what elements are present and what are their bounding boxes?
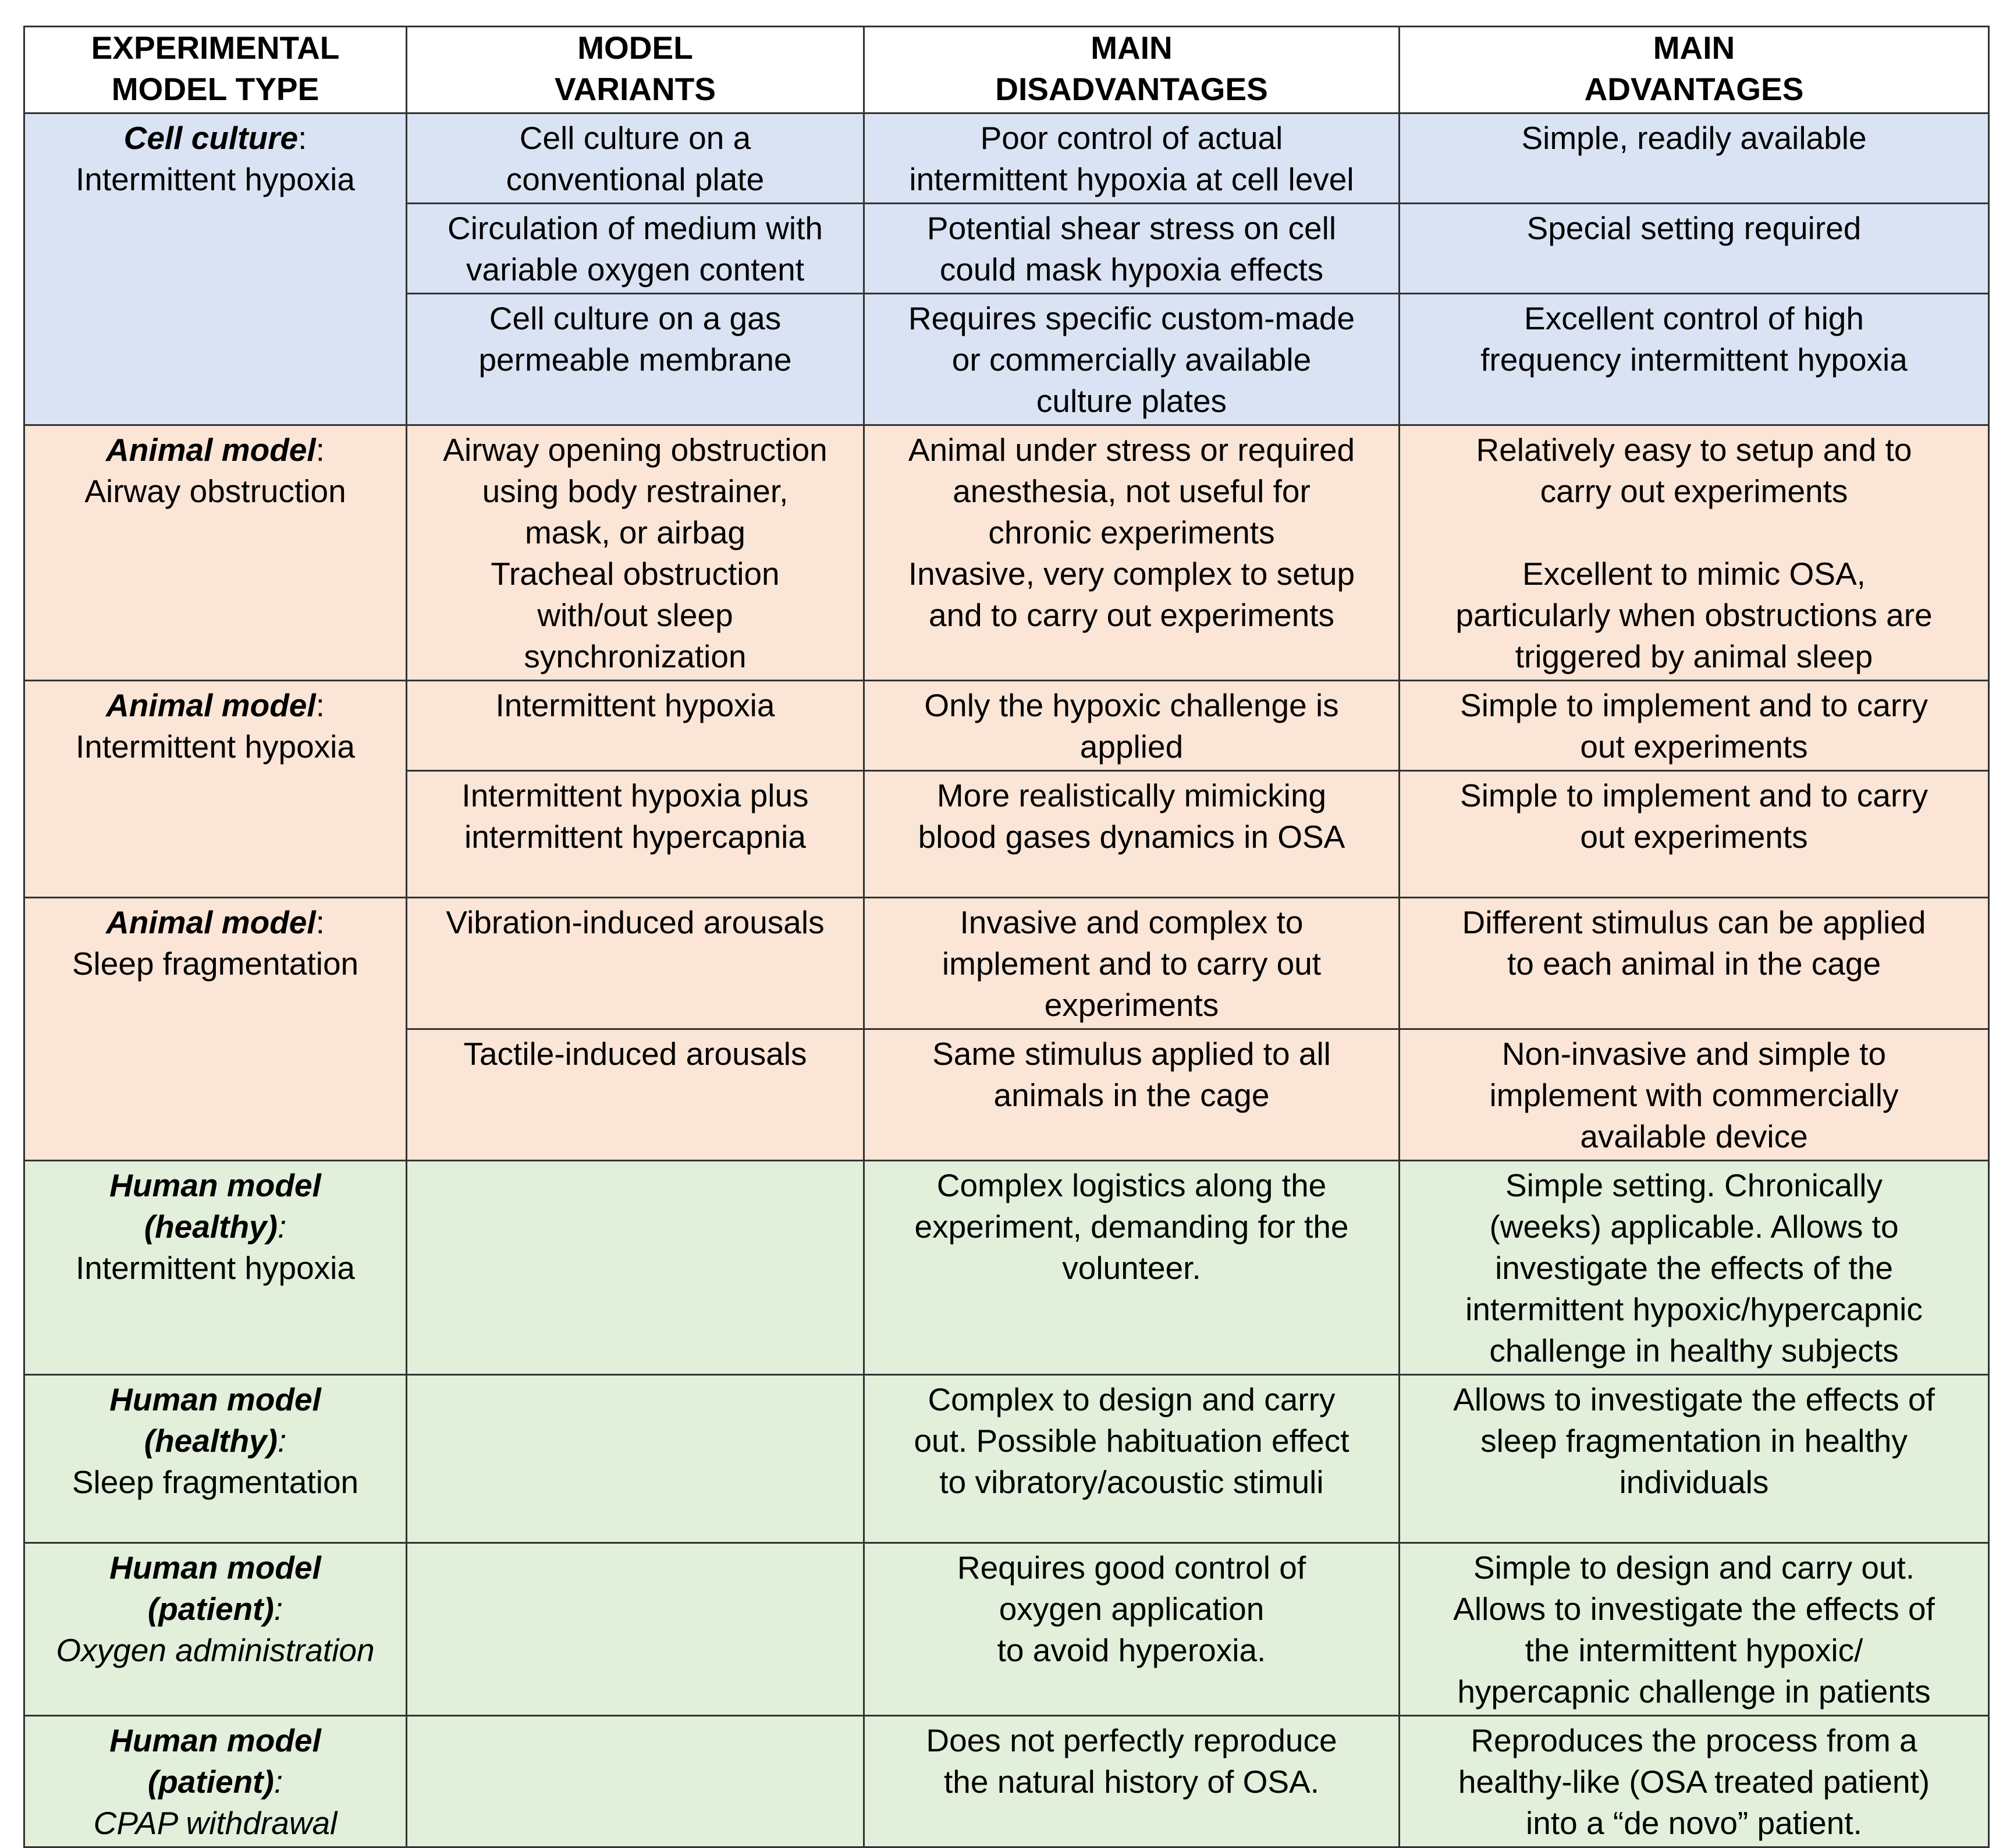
model-category: Human model — [109, 1722, 321, 1758]
cell-line: implement and to carry out — [942, 946, 1322, 982]
header-line: MAIN — [1091, 30, 1173, 66]
cell-line: Different stimulus can be applied — [1462, 904, 1926, 940]
header-line: VARIANTS — [554, 71, 716, 107]
model-type-line — [31, 118, 400, 159]
model-type-cell — [24, 1716, 407, 1847]
cell-line: conventional plate — [506, 161, 765, 197]
model-type-cell — [24, 113, 407, 425]
table-container — [23, 26, 1990, 1848]
cell-line: experiments — [1044, 987, 1219, 1023]
cell-line: intermittent hypoxia at cell level — [909, 161, 1354, 197]
model-category: Human model — [109, 1167, 321, 1203]
cell-line: Same stimulus applied to all — [932, 1036, 1331, 1072]
disadvantages-cell — [864, 1716, 1400, 1847]
cell-line: Animal under stress or required — [908, 432, 1355, 468]
cell-line: mask, or airbag — [524, 514, 746, 550]
cell-line: variable oxygen content — [466, 251, 804, 287]
model-subject: (healthy) — [144, 1209, 278, 1245]
cell-line: intermittent hypercapnia — [464, 819, 806, 855]
cell-line: Excellent to mimic OSA, — [1522, 556, 1866, 592]
disadvantages-cell — [864, 1161, 1400, 1375]
cell-line: Vibration-induced arousals — [446, 904, 825, 940]
cell-line: Allows to investigate the effects of — [1453, 1381, 1935, 1417]
model-category: Animal model — [106, 904, 316, 940]
cell-line: Simple to design and carry out. — [1473, 1550, 1915, 1586]
model-punct: : — [277, 1209, 287, 1245]
model-punct: : — [274, 1591, 283, 1627]
model-type-name: CPAP withdrawal — [93, 1805, 338, 1841]
cell-line: Intermittent hypoxia — [495, 687, 775, 723]
model-variant-cell — [407, 1716, 864, 1847]
cell-line: Complex to design and carry — [928, 1381, 1336, 1417]
cell-line: permeable membrane — [478, 342, 792, 378]
cell-line: to each animal in the cage — [1507, 946, 1881, 982]
header-main-advantages — [1400, 27, 1989, 113]
advantages-cell — [1400, 1543, 1989, 1716]
disadvantages-cell — [864, 113, 1400, 204]
model-category: Human model — [109, 1550, 321, 1586]
model-variant-cell — [407, 204, 864, 294]
cell-line: Invasive, very complex to setup — [908, 556, 1355, 592]
cell-line: Does not perfectly reproduce — [926, 1722, 1337, 1758]
cell-line: sleep fragmentation in healthy — [1480, 1423, 1908, 1459]
model-category: Human model — [109, 1381, 321, 1417]
cell-line: to vibratory/acoustic stimuli — [939, 1464, 1324, 1500]
cell-line: Poor control of actual — [980, 120, 1283, 156]
advantages-cell — [1400, 681, 1989, 771]
header-line: MAIN — [1653, 30, 1735, 66]
cell-line: blood gases dynamics in OSA — [918, 819, 1345, 855]
model-type-line — [31, 1720, 400, 1761]
cell-line: hypercapnic challenge in patients — [1457, 1673, 1931, 1710]
table-row — [24, 898, 1989, 1029]
disadvantages-cell — [864, 425, 1400, 681]
cell-line: Cell culture on a gas — [489, 300, 782, 336]
cell-line: Only the hypoxic challenge is — [924, 687, 1339, 723]
table-row — [24, 1375, 1989, 1543]
model-type-name: Sleep fragmentation — [72, 1464, 359, 1500]
table-row — [24, 681, 1989, 771]
advantages-cell — [1400, 204, 1989, 294]
model-variant-cell — [407, 294, 864, 425]
header-model-type — [24, 27, 407, 113]
cell-line: frequency intermittent hypoxia — [1480, 342, 1908, 378]
model-variant-cell — [407, 898, 864, 1029]
cell-line: into a “de novo” patient. — [1526, 1805, 1862, 1841]
experimental-models-table — [23, 26, 1990, 1848]
model-type-cell — [24, 898, 407, 1161]
model-type-line — [31, 1206, 400, 1248]
table-row — [24, 1716, 1989, 1847]
model-type-line — [31, 1761, 400, 1803]
cell-line: triggered by animal sleep — [1515, 638, 1873, 674]
cell-line: out experiments — [1580, 728, 1808, 765]
model-category: Animal model — [106, 432, 316, 468]
model-type-line — [31, 429, 400, 471]
model-type-name: Oxygen administration — [56, 1632, 375, 1668]
cell-line: individuals — [1619, 1464, 1769, 1500]
table-row — [24, 1543, 1989, 1716]
cell-line: (weeks) applicable. Allows to — [1489, 1209, 1899, 1245]
disadvantages-cell — [864, 1029, 1400, 1161]
model-type-cell — [24, 1161, 407, 1375]
cell-line: Complex logistics along the — [936, 1167, 1327, 1203]
model-variant-cell — [407, 1029, 864, 1161]
table-row — [24, 1161, 1989, 1375]
advantages-cell — [1400, 1375, 1989, 1543]
header-line: DISADVANTAGES — [995, 71, 1268, 107]
cell-line: particularly when obstructions are — [1455, 597, 1933, 633]
model-variant-cell — [407, 1543, 864, 1716]
advantages-cell — [1400, 1161, 1989, 1375]
model-punct: : — [277, 1423, 287, 1459]
model-variant-cell — [407, 1161, 864, 1375]
cell-line: out. Possible habituation effect — [914, 1423, 1349, 1459]
cell-line: Non-invasive and simple to — [1501, 1036, 1887, 1072]
cell-line: Potential shear stress on cell — [926, 210, 1337, 246]
cell-line: oxygen application — [999, 1591, 1265, 1627]
cell-line: intermittent hypoxic/hypercapnic — [1465, 1291, 1923, 1327]
model-variant-cell — [407, 681, 864, 771]
cell-line: experiment, demanding for the — [914, 1209, 1349, 1245]
cell-line: could mask hypoxia effects — [939, 251, 1324, 287]
table-row — [24, 113, 1989, 204]
header-main-disadvantages — [864, 27, 1400, 113]
table-row — [24, 425, 1989, 681]
cell-line: Airway opening obstruction — [443, 432, 828, 468]
cell-line: Simple setting. Chronically — [1505, 1167, 1883, 1203]
header-row — [24, 27, 1989, 113]
model-type-line — [31, 902, 400, 943]
model-subject: (healthy) — [144, 1423, 278, 1459]
model-type-line — [31, 1547, 400, 1588]
cell-line: available device — [1580, 1118, 1808, 1154]
model-type-cell — [24, 1375, 407, 1543]
cell-line: animals in the cage — [993, 1077, 1270, 1113]
advantages-cell — [1400, 294, 1989, 425]
model-type-line — [31, 1379, 400, 1420]
model-punct: : — [274, 1764, 283, 1800]
header-line: ADVANTAGES — [1584, 71, 1804, 107]
cell-line: volunteer. — [1062, 1250, 1201, 1286]
cell-line: the natural history of OSA. — [943, 1764, 1320, 1800]
cell-line: to avoid hyperoxia. — [997, 1632, 1266, 1668]
model-type-line — [31, 685, 400, 726]
cell-line: anesthesia, not useful for — [953, 473, 1311, 509]
cell-line: Simple to implement and to carry — [1460, 687, 1928, 723]
cell-line: applied — [1079, 728, 1184, 765]
model-type-cell — [24, 1543, 407, 1716]
advantages-cell — [1400, 1029, 1989, 1161]
advantages-cell — [1400, 425, 1989, 681]
model-variant-cell — [407, 771, 864, 898]
model-type-cell — [24, 425, 407, 681]
cell-line: Reproduces the process from a — [1471, 1722, 1917, 1758]
cell-line: investigate the effects of the — [1495, 1250, 1893, 1286]
header-model-variants — [407, 27, 864, 113]
cell-line: Tactile-induced arousals — [463, 1036, 807, 1072]
cell-line: culture plates — [1036, 383, 1227, 419]
disadvantages-cell — [864, 681, 1400, 771]
cell-line: chronic experiments — [988, 514, 1275, 550]
cell-line: Requires specific custom-made — [908, 300, 1355, 336]
header-line: MODEL — [577, 30, 693, 66]
disadvantages-cell — [864, 1375, 1400, 1543]
cell-line: Cell culture on a — [519, 120, 751, 156]
model-type-name: Intermittent hypoxia — [76, 161, 355, 197]
cell-line: Tracheal obstruction — [491, 556, 780, 592]
model-type-name: Intermittent hypoxia — [76, 1250, 355, 1286]
cell-line: using body restrainer, — [482, 473, 789, 509]
disadvantages-cell — [864, 204, 1400, 294]
cell-line: healthy-like (OSA treated patient) — [1458, 1764, 1930, 1800]
cell-line — [1406, 512, 1982, 553]
header-line: EXPERIMENTAL — [91, 30, 340, 66]
model-punct: : — [298, 120, 307, 156]
cell-line: Intermittent hypoxia plus — [461, 777, 809, 813]
advantages-cell — [1400, 113, 1989, 204]
model-subject: (patient) — [147, 1764, 274, 1800]
model-type-line — [31, 1165, 400, 1206]
cell-line: Relatively easy to setup and to — [1476, 432, 1912, 468]
cell-line: Simple, readily available — [1521, 120, 1867, 156]
cell-line: or commercially available — [951, 342, 1312, 378]
cell-line: carry out experiments — [1540, 473, 1848, 509]
cell-line: Special setting required — [1526, 210, 1862, 246]
cell-line: with/out sleep — [537, 597, 733, 633]
model-category: Cell culture — [123, 120, 299, 156]
table-body — [24, 113, 1989, 1847]
model-type-line — [31, 1420, 400, 1462]
cell-line: challenge in healthy subjects — [1489, 1332, 1899, 1369]
cell-line: out experiments — [1580, 819, 1808, 855]
model-punct: : — [315, 904, 325, 940]
advantages-cell — [1400, 771, 1989, 898]
advantages-cell — [1400, 1716, 1989, 1847]
model-type-name: Sleep fragmentation — [72, 946, 359, 982]
advantages-cell — [1400, 898, 1989, 1029]
cell-line: and to carry out experiments — [928, 597, 1334, 633]
cell-line: synchronization — [524, 638, 747, 674]
cell-line: Excellent control of high — [1524, 300, 1864, 336]
cell-line: Circulation of medium with — [448, 210, 823, 246]
cell-line: implement with commercially — [1489, 1077, 1899, 1113]
header-line: MODEL TYPE — [111, 71, 319, 107]
cell-line: Allows to investigate the effects of — [1453, 1591, 1935, 1627]
model-type-line — [31, 1588, 400, 1630]
model-variant-cell — [407, 1375, 864, 1543]
cell-line: Invasive and complex to — [960, 904, 1304, 940]
disadvantages-cell — [864, 771, 1400, 898]
cell-line: Simple to implement and to carry — [1460, 777, 1928, 813]
disadvantages-cell — [864, 898, 1400, 1029]
cell-line: Requires good control of — [957, 1550, 1306, 1586]
model-variant-cell — [407, 113, 864, 204]
model-punct: : — [315, 687, 325, 723]
model-type-cell — [24, 681, 407, 898]
disadvantages-cell — [864, 1543, 1400, 1716]
model-subject: (patient) — [147, 1591, 274, 1627]
cell-line: the intermittent hypoxic/ — [1525, 1632, 1863, 1668]
model-punct: : — [315, 432, 325, 468]
model-variant-cell — [407, 425, 864, 681]
model-category: Animal model — [106, 687, 316, 723]
model-type-name: Airway obstruction — [84, 473, 346, 509]
model-type-name: Intermittent hypoxia — [76, 728, 355, 765]
cell-line: More realistically mimicking — [936, 777, 1327, 813]
disadvantages-cell — [864, 294, 1400, 425]
